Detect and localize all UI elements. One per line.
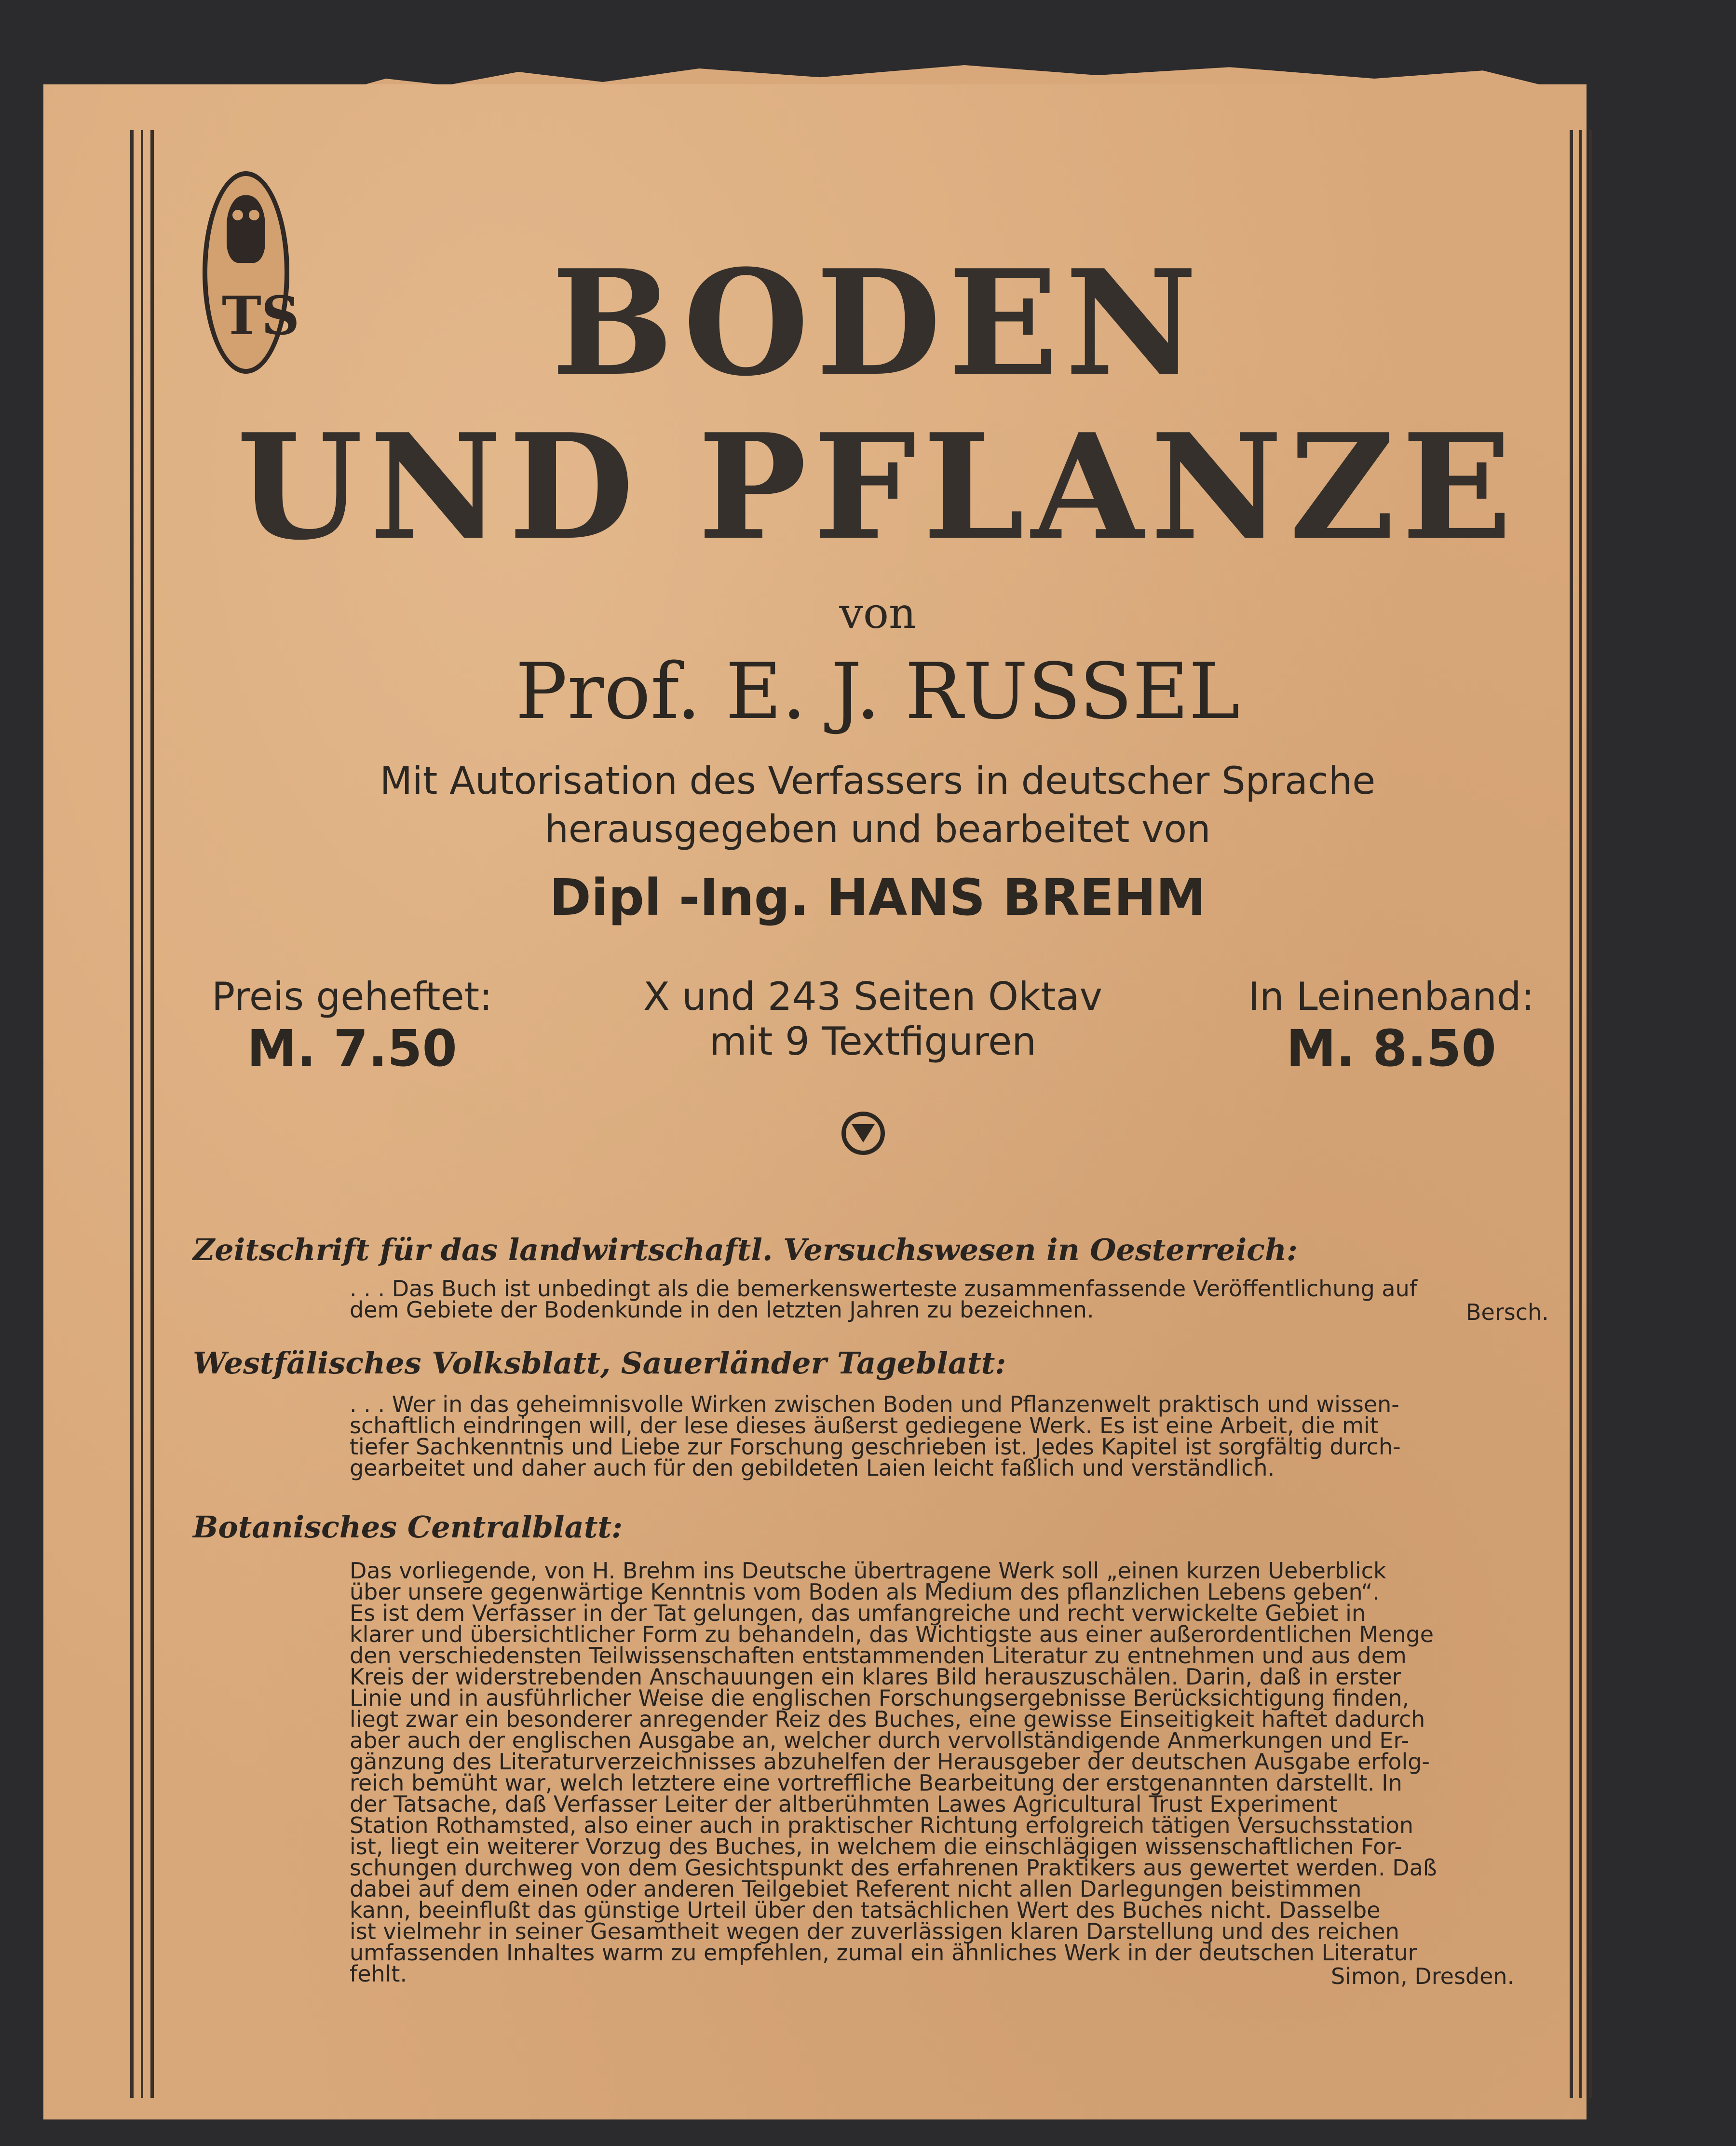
- authorization-line-1: Mit Autorisation des Verfassers in deutscher Sprache: [380, 760, 1376, 803]
- review-3-line-16: dabei auf dem einen oder anderen Teilgebiet Referent nicht allen Darlegungen beistimmen: [350, 1876, 1362, 1902]
- review-3-line-6: Kreis der widerstrebenden Anschauungen ein klares Bild herauszuschälen. Darin, daß in erster: [350, 1664, 1401, 1690]
- review-source-1: Zeitschrift für das landwirtschaftl. Versuchswesen in Oesterreich:: [193, 1232, 1298, 1267]
- border-rule-left-mid: [141, 130, 143, 2098]
- price-paperback-label: Preis geheftet:: [211, 974, 493, 1019]
- review-3-line-11: reich bemüht war, welch letztere eine vortreffliche Bearbeitung der erstgenannten darstellt. In: [350, 1770, 1402, 1796]
- format-line-1: X und 243 Seiten Oktav: [643, 974, 1102, 1019]
- price-cloth-label: In Leinenband:: [1248, 974, 1534, 1019]
- review-1-line-2: dem Gebiete der Bodenkunde in den letzten Jahren zu bezeichnen.: [350, 1297, 1094, 1323]
- price-paperback-value: M. 7.50: [247, 1019, 457, 1078]
- review-3-line-12: der Tatsache, daß Verfasser Leiter der altberühmten Lawes Agricultural Trust Experiment: [350, 1791, 1338, 1817]
- title-line-1: BODEN: [551, 238, 1204, 408]
- format-line-2: mit 9 Textfiguren: [709, 1019, 1036, 1064]
- review-1-line-1: . . . Das Buch ist unbedingt als die bemerkenswerteste zusammenfassende Veröffentlichung auf: [350, 1276, 1417, 1302]
- review-3-line-9: aber auch der englischen Ausgabe an, welcher durch vervollständigende Anmerkungen und Er-: [350, 1727, 1410, 1753]
- logo-monogram: TS: [222, 285, 300, 347]
- review-3-line-5: den verschiedensten Teilwissenschaften entstammenden Literatur zu entnehmen und aus dem: [350, 1643, 1407, 1669]
- border-rule-left-outer: [130, 130, 134, 2098]
- editor-name: Dipl -Ing. HANS BREHM: [549, 868, 1206, 927]
- authorization-line-2: herausgegeben und bearbeitet von: [544, 808, 1211, 851]
- price-cloth: [1225, 974, 1558, 1078]
- review-3-line-7: Linie und in ausführlicher Weise die englischen Forschungsergebnisse Berücksichtigung finden,: [350, 1685, 1410, 1711]
- review-3-line-10: gänzung des Literaturverzeichnisses abzuhelfen der Herausgeber der deutschen Ausgabe erfolg-: [350, 1749, 1430, 1775]
- review-3-line-20: fehlt.: [350, 1961, 407, 1987]
- border-rule-left-inner: [150, 130, 154, 2098]
- review-signer-1: Bersch.: [1466, 1299, 1549, 1325]
- review-2-line-4: gearbeitet und daher auch für den gebildeten Laien leicht faßlich und verständlich.: [350, 1455, 1275, 1481]
- review-source-3: Botanisches Centralblatt:: [193, 1509, 623, 1545]
- review-source-2: Westfälisches Volksblatt, Sauerländer Tageblatt:: [193, 1345, 1006, 1381]
- review-3-line-1: Das vorliegende, von H. Brehm ins Deutsche übertragene Werk soll „einen kurzen Ueberblick: [350, 1558, 1386, 1584]
- review-3-line-4: klarer und übersichtlicher Form zu behandeln, das Wichtigste aus einer außerordentlichen Menge: [350, 1621, 1434, 1647]
- review-3-line-18: ist vielmehr in seiner Gesamtheit wegen der zuverlässigen klaren Darstellung und des reichen: [350, 1918, 1399, 1944]
- review-2-line-1: . . . Wer in das geheimnisvolle Wirken zwischen Boden und Pflanzenwelt praktisch und wissen-: [350, 1391, 1399, 1417]
- review-2-line-2: schaftlich eindringen will, der lese dieses äußerst gediegene Werk. Es ist eine Arbeit, die mit: [350, 1413, 1379, 1439]
- ornament-icon: [841, 1112, 885, 1155]
- review-3-line-14: ist, liegt ein weiterer Vorzug des Buches, in welchem die einschlägigen wissenschaftlichen For-: [350, 1834, 1402, 1860]
- by-word: von: [839, 588, 916, 638]
- review-body-1: [350, 1276, 1550, 1323]
- review-3-line-8: liegt zwar ein besonderer anregender Reiz des Buches, eine gewisse Einseitigkeit haftet dadurch: [350, 1706, 1425, 1732]
- review-3-line-15: schungen durchweg von dem Gesichtspunkt des erfahrenen Praktikers aus gewertet werden. Daß: [350, 1855, 1437, 1881]
- review-body-2: [350, 1391, 1550, 1481]
- title-line-2: UND PFLANZE: [236, 402, 1519, 572]
- review-3-line-19: umfassenden Inhaltes warm zu empfehlen, zumal ein ähnliches Werk in der deutschen Literatur: [350, 1940, 1417, 1966]
- author-name: Prof. E. J. RUSSEL: [515, 646, 1240, 736]
- price-paperback: [188, 974, 516, 1078]
- review-3-line-3: Es ist dem Verfasser in der Tat gelungen, das umfangreiche und recht verwickelte Gebiet in: [350, 1600, 1366, 1626]
- review-3-line-13: Station Rothamsted, also einer auch in praktischer Richtung erfolgreich tätigen Versuchsstation: [350, 1812, 1414, 1838]
- book-format: [569, 974, 1177, 1064]
- review-signer-3: Simon, Dresden.: [1331, 1963, 1515, 1989]
- review-body-3: [350, 1558, 1550, 1987]
- review-2-line-3: tiefer Sachkenntnis und Liebe zur Forschung geschrieben ist. Jedes Kapitel ist sorgfältig durch-: [350, 1434, 1401, 1460]
- price-cloth-value: M. 8.50: [1286, 1019, 1496, 1078]
- review-3-line-17: kann, beeinflußt das günstige Urteil über den tatsächlichen Wert des Buches nicht. Dasselbe: [350, 1897, 1381, 1923]
- review-3-line-2: über unsere gegenwärtige Kenntnis vom Boden als Medium des pflanzlichen Lebens geben“.: [350, 1579, 1380, 1605]
